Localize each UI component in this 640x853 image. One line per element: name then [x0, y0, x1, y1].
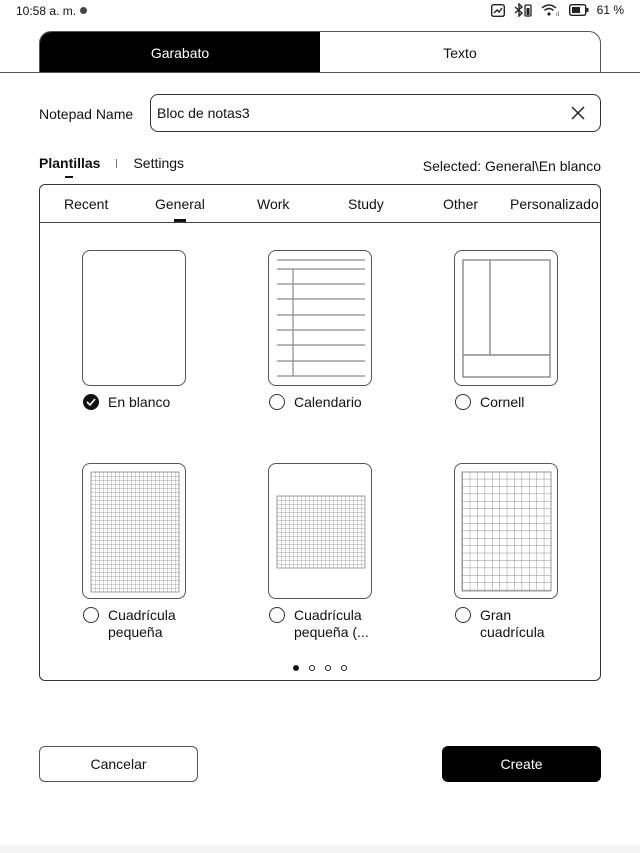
- template-option-gran-cuadricula[interactable]: [455, 607, 545, 641]
- template-label: Calendario: [294, 394, 362, 410]
- template-thumb-calendario[interactable]: [268, 250, 372, 386]
- page-dot-4[interactable]: [341, 665, 347, 671]
- template-label: Gran cuadrícula: [480, 607, 545, 640]
- time-text: 10:58 a. m.: [16, 4, 77, 18]
- template-thumb-cuadricula-pequena-parcial[interactable]: [268, 463, 372, 599]
- section-tabs: [39, 155, 184, 171]
- status-bar: [0, 0, 640, 24]
- template-thumb-cuadricula-pequena[interactable]: [82, 463, 186, 599]
- tab-garabato[interactable]: Garabato: [40, 32, 320, 73]
- wifi-icon: [541, 3, 561, 17]
- notification-dot-icon: [80, 7, 87, 14]
- selected-template-info: Selected: General\En blanco: [422, 158, 601, 174]
- category-tab-recent[interactable]: Recent: [64, 196, 109, 212]
- radio-checked-icon: [83, 394, 99, 410]
- battery-percent: 61 %: [596, 3, 624, 17]
- status-icons: [491, 3, 624, 17]
- page-dot-1[interactable]: [293, 665, 299, 671]
- clear-name-button[interactable]: [566, 101, 590, 125]
- tab-plantillas[interactable]: Plantillas: [39, 155, 101, 171]
- tab-settings[interactable]: Settings: [133, 155, 185, 171]
- close-icon: [571, 106, 585, 120]
- status-time: [16, 4, 87, 18]
- category-tab-work[interactable]: Work: [257, 196, 290, 212]
- radio-unchecked-icon: [83, 607, 99, 623]
- category-tab-general[interactable]: General: [155, 196, 205, 212]
- page-dot-3[interactable]: [325, 665, 331, 671]
- page-dot-2[interactable]: [309, 665, 315, 671]
- templates-panel: [39, 184, 601, 681]
- tab-texto[interactable]: Texto: [443, 44, 477, 61]
- template-option-cuadricula-pequena[interactable]: [83, 607, 176, 641]
- mode-tabs: [39, 31, 601, 73]
- template-option-cornell[interactable]: [455, 394, 524, 411]
- template-label: Cuadrícula pequeña: [108, 607, 176, 640]
- template-label: Cornell: [480, 394, 525, 410]
- category-tab-study[interactable]: Study: [348, 196, 384, 212]
- battery-icon: [569, 4, 589, 16]
- template-thumb-gran-cuadricula[interactable]: [454, 463, 558, 599]
- notepad-name-input[interactable]: [157, 105, 566, 121]
- radio-unchecked-icon: [455, 607, 471, 623]
- template-option-en-blanco[interactable]: [83, 394, 170, 411]
- pagination-dots: [40, 665, 600, 671]
- template-thumb-en-blanco[interactable]: [82, 250, 186, 386]
- notepad-name-label: Notepad Name: [39, 106, 134, 122]
- category-tab-other[interactable]: Other: [443, 196, 479, 212]
- template-label: En blanco: [108, 394, 171, 410]
- category-tabs: [40, 185, 600, 223]
- radio-unchecked-icon: [269, 607, 285, 623]
- category-tab-personalizado[interactable]: Personalizado: [510, 196, 599, 212]
- template-option-calendario[interactable]: [269, 394, 362, 411]
- notepad-name-field: [150, 94, 601, 132]
- bottom-edge: [0, 845, 640, 853]
- radio-unchecked-icon: [455, 394, 471, 410]
- create-button[interactable]: Create: [442, 746, 601, 782]
- radio-unchecked-icon: [269, 394, 285, 410]
- bluetooth-battery-icon: [513, 3, 533, 17]
- template-label: Cuadrícula pequeña (...: [294, 607, 369, 640]
- template-thumb-cornell[interactable]: [454, 250, 558, 386]
- screen-share-icon: [491, 4, 505, 17]
- header-divider: [0, 72, 640, 73]
- section-divider: [116, 159, 117, 168]
- cancel-button[interactable]: Cancelar: [39, 746, 198, 782]
- svg-text:ıl: ıl: [555, 12, 559, 17]
- template-option-cuadricula-pequena-parcial[interactable]: [269, 607, 369, 641]
